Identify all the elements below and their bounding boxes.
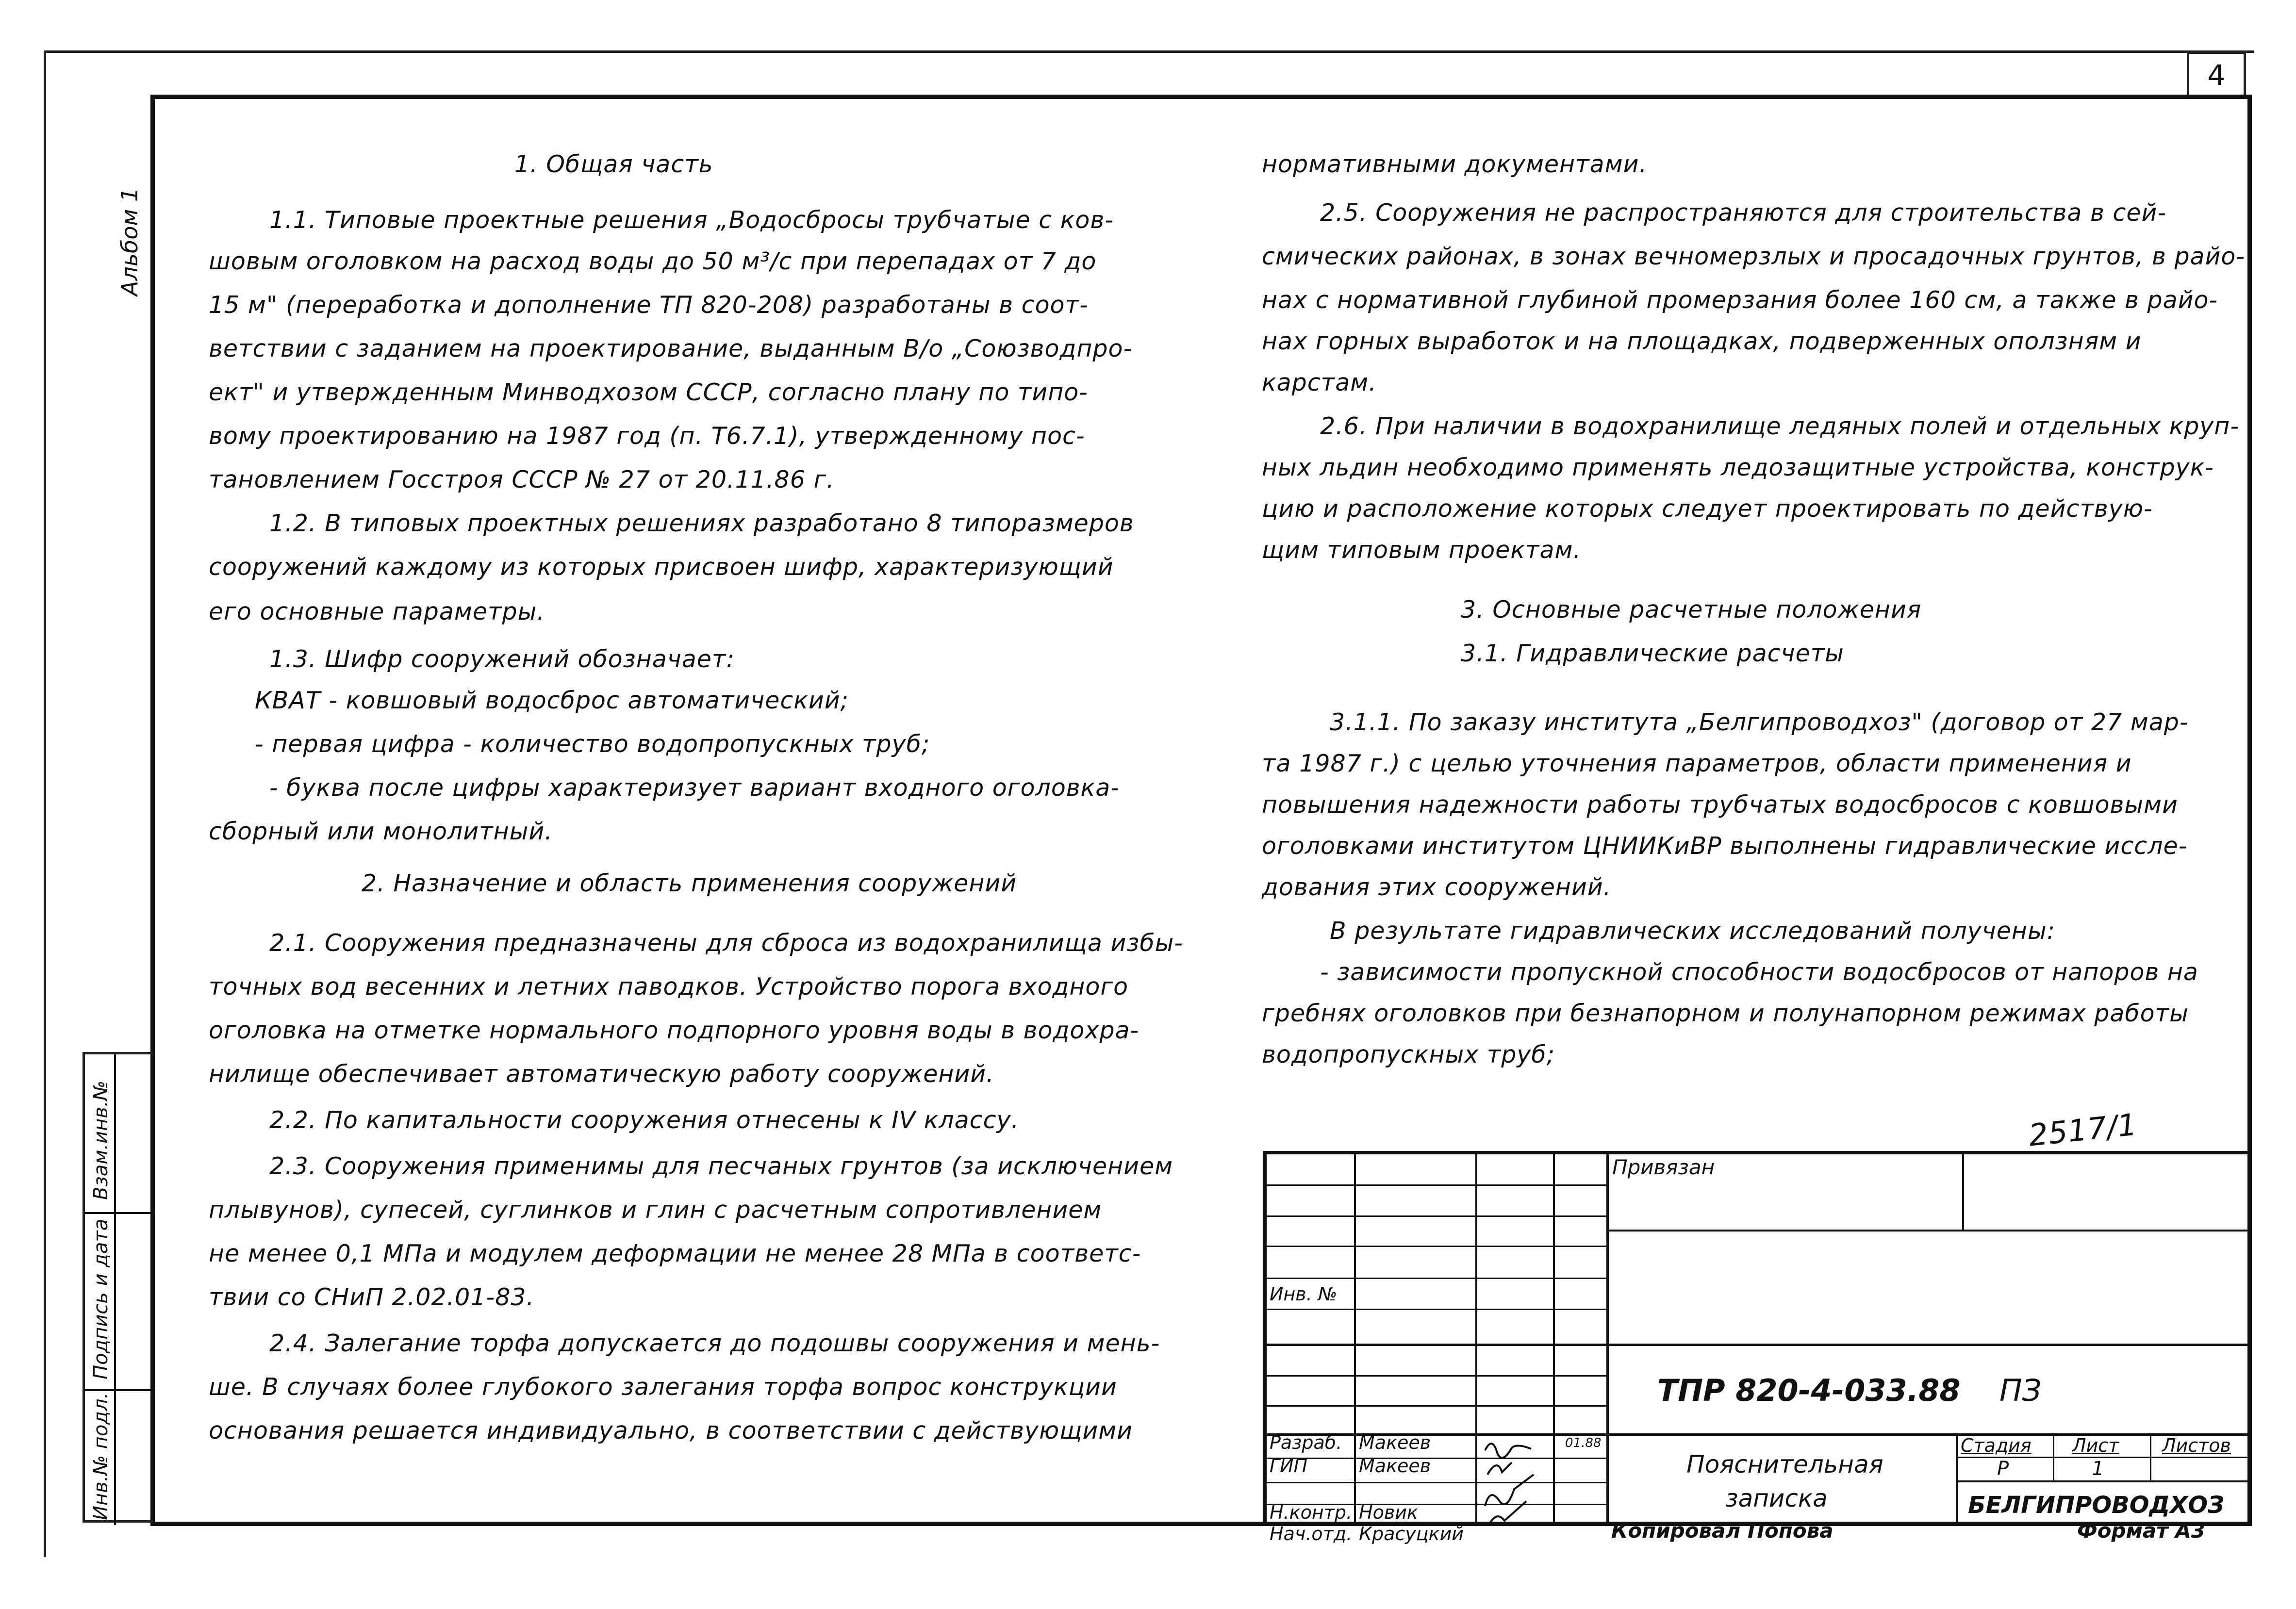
paragraph-line: твии со СНиП 2.02.01-83. xyxy=(209,1283,535,1311)
paragraph-line: 1.3. Шифр сооружений обозначает: xyxy=(269,645,735,673)
paragraph-line: 2.2. По капитальности сооружения отнесены к IV классу. xyxy=(269,1106,1020,1134)
paragraph-line: ных льдин необходимо применять ледозащитные устройства, конструк- xyxy=(1262,454,2214,481)
album-label: Альбом 1 xyxy=(116,187,143,296)
paragraph-line: - первая цифра - количество водопропускных труб; xyxy=(255,730,930,758)
paragraph-line: плывунов), супесей, суглинков и глин с расчетным сопротивлением xyxy=(209,1196,1102,1224)
paragraph-line: карстам. xyxy=(1262,369,1377,396)
format-label: Формат А3 xyxy=(2077,1519,2205,1543)
section-heading-2: 2. Назначение и область применения сооружений xyxy=(362,870,1017,897)
paragraph-line: шовым оголовком на расход воды до 50 м³/с при перепадах от 7 до xyxy=(209,247,1097,275)
side-stamp xyxy=(83,1052,153,1523)
role-name: Новик xyxy=(1359,1502,1418,1523)
paragraph-line: 2.3. Сооружения применимы для песчаных грунтов (за исключением xyxy=(269,1152,1173,1180)
paragraph-line: повышения надежности работы трубчатых водосбросов с ковшовыми xyxy=(1262,791,2178,819)
signatures xyxy=(1480,1433,1553,1526)
role-name: Макеев xyxy=(1359,1432,1431,1453)
section-heading-1: 1. Общая часть xyxy=(514,150,713,178)
section-heading-3-1: 3.1. Гидравлические расчеты xyxy=(1461,640,1844,667)
paragraph-line: ект" и утвержденным Минводхозом СССР, согласно плану по типо- xyxy=(209,378,1088,406)
paragraph-line: В результате гидравлических исследований получены: xyxy=(1330,917,2056,945)
paragraph-line: нах горных выработок и на площадках, подверженных оползням и xyxy=(1262,328,2142,355)
sheet-header: Лист xyxy=(2072,1435,2119,1456)
sheet-value: 1 xyxy=(2092,1458,2104,1480)
paragraph-line: основания решается индивидуально, в соответствии с действующими xyxy=(209,1417,1133,1445)
organization: БЕЛГИПРОВОДХОЗ xyxy=(1968,1492,2225,1519)
page-number: 4 xyxy=(2187,51,2246,98)
paragraph-line: 2.1. Сооружения предназначены для сброса из водохранилища избы- xyxy=(269,929,1183,957)
paragraph-line: та 1987 г.) с целью уточнения параметров, области применения и xyxy=(1262,750,2132,777)
paragraph-line: - зависимости пропускной способности водосбросов от напоров на xyxy=(1320,958,2198,986)
paragraph-line: оголовка на отметке нормального подпорного уровня воды в водохра- xyxy=(209,1017,1140,1044)
role-label: ГИП xyxy=(1270,1455,1308,1477)
paragraph-line: щим типовым проектам. xyxy=(1262,536,1582,564)
paragraph-line: 2.6. При наличии в водохранилище ледяных полей и отдельных круп- xyxy=(1320,412,2240,440)
podpis-data-label: Подпись и дата xyxy=(90,1218,112,1379)
inv-no-label: Инв. № xyxy=(1270,1283,1338,1305)
paragraph-line: нормативными документами. xyxy=(1262,150,1648,178)
sheets-header: Листов xyxy=(2162,1435,2231,1456)
paragraph-line: 1.1. Типовые проектные решения „Водосбросы трубчатые с ков- xyxy=(269,206,1114,234)
privyazan-label: Привязан xyxy=(1612,1155,1715,1179)
paragraph-line: не менее 0,1 МПа и модулем деформации не менее 28 МПа в соответс- xyxy=(209,1240,1141,1267)
document-type: ПЗ xyxy=(1999,1373,2042,1408)
paragraph-line: сооружений каждому из которых присвоен шифр, характеризующий xyxy=(209,553,1114,581)
paragraph-line: 1.2. В типовых проектных решениях разработано 8 типоразмеров xyxy=(269,509,1134,537)
inv-podl-label: Инв.№ подл. xyxy=(90,1392,112,1520)
paragraph-line: 2.5. Сооружения не распространяются для строительства в сей- xyxy=(1320,199,2167,227)
paragraph-line: нах с нормативной глубиной промерзания более 160 см, а также в райо- xyxy=(1262,286,2218,314)
paragraph-line: 15 м" (переработка и дополнение ТП 820-208) разработаны в соот- xyxy=(209,291,1089,319)
paragraph-line: вому проектированию на 1987 год (п. Т6.7.1), утвержденному пос- xyxy=(209,422,1085,450)
paragraph-line: 3.1.1. По заказу института „Белгипроводхоз" (договор от 27 мар- xyxy=(1330,708,2189,736)
paragraph-line: КВАТ - ковшовый водосброс автоматический; xyxy=(255,687,849,714)
section-heading-3: 3. Основные расчетные положения xyxy=(1461,596,1922,624)
paragraph-line: оголовками институтом ЦНИИКиВР выполнены гидравлические иссле- xyxy=(1262,832,2188,860)
paragraph-line: водопропускных труб; xyxy=(1262,1041,1555,1068)
role-name: Макеев xyxy=(1359,1455,1431,1477)
paragraph-line: - буква после цифры характеризует вариант входного оголовка- xyxy=(269,774,1120,802)
role-label: Н.контр. xyxy=(1270,1502,1353,1523)
date-mark: 01.88 xyxy=(1565,1436,1602,1450)
paragraph-line: точных вод весенних и летних паводков. Устройство порога входного xyxy=(209,973,1129,1001)
paragraph-line: ше. В случаях более глубокого залегания торфа вопрос конструкции xyxy=(209,1373,1117,1401)
paragraph-line: ветствии с заданием на проектирование, выданным В/о „Союзводпро- xyxy=(209,335,1133,362)
paragraph-line: гребнях оголовков при безнапорном и полунапорном режимах работы xyxy=(1262,1000,2189,1027)
role-label: Разраб. xyxy=(1270,1432,1342,1453)
paragraph-line: цию и расположение которых следует проектировать по действую- xyxy=(1262,495,2153,523)
title-line-2: записка xyxy=(1725,1484,1828,1512)
paragraph-line: сборный или монолитный. xyxy=(209,818,553,845)
copied-by: Копировал Попова xyxy=(1611,1519,1833,1543)
paragraph-line: тановлением Госстроя СССР № 27 от 20.11.86 г. xyxy=(209,466,835,493)
title-line-1: Пояснительная xyxy=(1686,1450,1883,1478)
paragraph-line: его основные параметры. xyxy=(209,598,545,625)
vzam-inv-label: Взам.инв.№ xyxy=(90,1080,112,1200)
role-name: Красуцкий xyxy=(1359,1523,1464,1544)
paragraph-line: дования этих сооружений. xyxy=(1262,873,1612,901)
paragraph-line: 2.4. Залегание торфа допускается до подошвы сооружения и мень- xyxy=(269,1330,1160,1357)
paragraph-line: нилище обеспечивает автоматическую работу сооружений. xyxy=(209,1060,994,1088)
handwritten-number: 2517/1 xyxy=(2027,1106,2139,1153)
role-label: Нач.отд. xyxy=(1270,1523,1353,1544)
document-code: ТПР 820-4-033.88 xyxy=(1657,1373,1961,1408)
paragraph-line: смических районах, в зонах вечномерзлых и просадочных грунтов, в райо- xyxy=(1262,243,2246,270)
stage-value: Р xyxy=(1997,1458,2009,1480)
stage-header: Стадия xyxy=(1961,1435,2032,1456)
